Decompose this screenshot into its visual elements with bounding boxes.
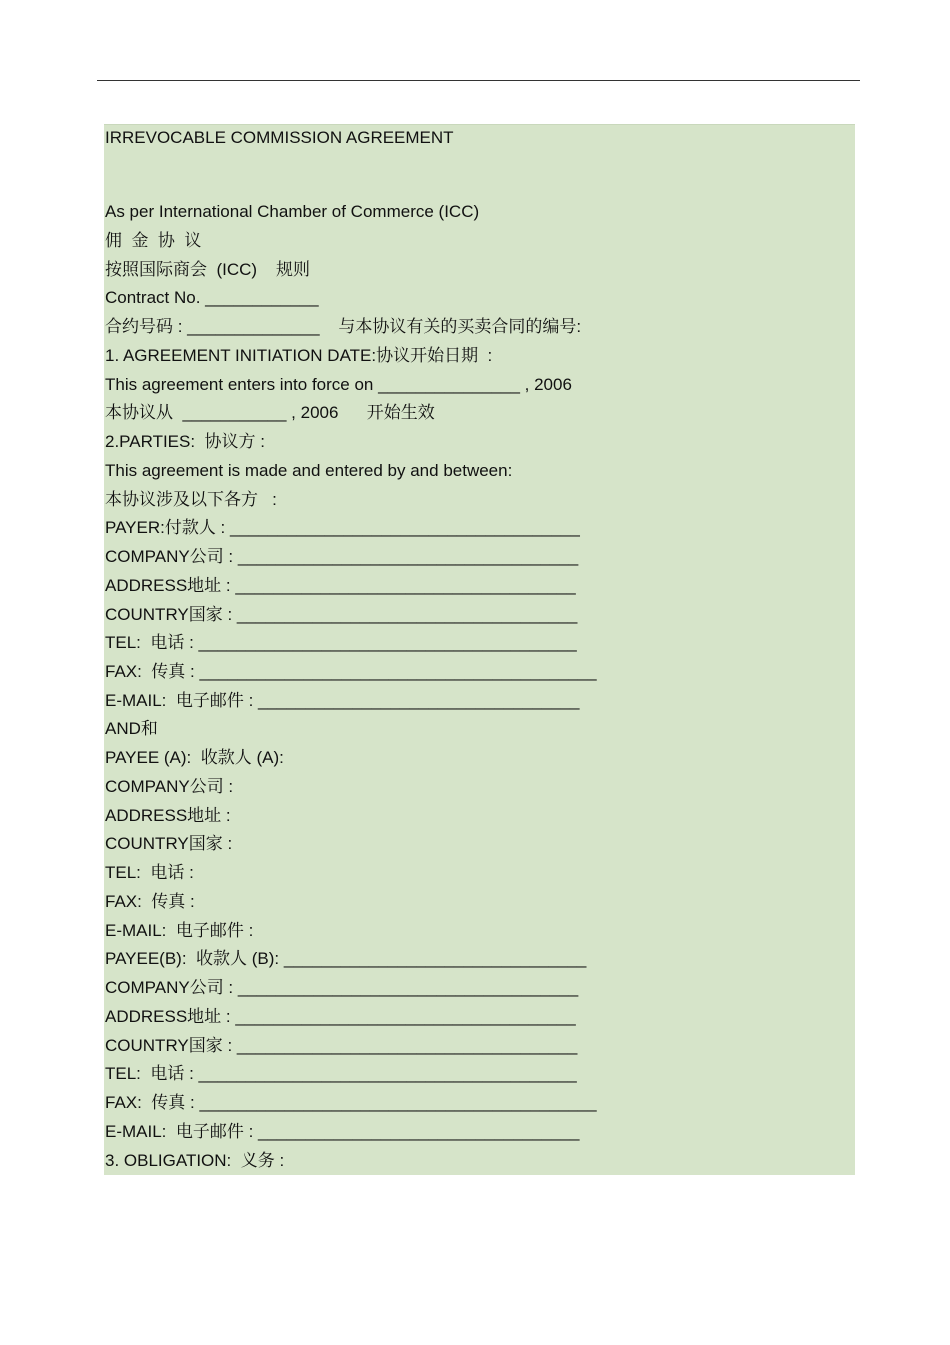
payee-a-fax-field: FAX: 传真 : <box>105 892 195 911</box>
payee-a-company-field: COMPANY公司 : <box>105 777 234 796</box>
payee-b-address-field: ADDRESS地址 : ____________________________________ <box>105 1007 576 1026</box>
agreement-text-block <box>104 124 855 1175</box>
payer-tel-field: TEL: 电话 : ________________________________________ <box>105 633 577 652</box>
payee-b-field: PAYEE(B): 收款人 (B): ________________________________ <box>105 949 587 968</box>
payer-address-field: ADDRESS地址 : ____________________________________ <box>105 576 576 595</box>
payer-country-field: COUNTRY国家 : ____________________________________ <box>105 605 578 624</box>
payee-b-email-field: E-MAIL: 电子邮件 : __________________________________ <box>105 1122 580 1141</box>
payee-b-fax-field: FAX: 传真 : __________________________________________ <box>105 1093 597 1112</box>
payer-email-field: E-MAIL: 电子邮件 : __________________________________ <box>105 691 580 710</box>
parties-intro-cn: 本协议涉及以下各方 : <box>105 490 277 509</box>
icc-reference-cn: 按照国际商会 (ICC) 规则 <box>105 260 310 279</box>
document-title: IRREVOCABLE COMMISSION AGREEMENT <box>105 128 454 147</box>
header-rule <box>97 80 860 81</box>
icc-reference-en: As per International Chamber of Commerce (ICC) <box>105 202 480 221</box>
payee-b-country-field: COUNTRY国家 : ____________________________________ <box>105 1036 578 1055</box>
payer-fax-field: FAX: 传真 : __________________________________________ <box>105 662 597 681</box>
parties-intro-en: This agreement is made and entered by and between: <box>105 461 513 480</box>
payee-b-tel-field: TEL: 电话 : ________________________________________ <box>105 1064 577 1083</box>
payee-a-field: PAYEE (A): 收款人 (A): <box>105 748 284 767</box>
initiation-date-en: This agreement enters into force on _______________ , 2006 <box>105 375 572 394</box>
section-1-heading: 1. AGREEMENT INITIATION DATE:协议开始日期 : <box>105 346 493 365</box>
contract-number-cn: 合约号码 : ______________ 与本协议有关的买卖合同的编号: <box>105 317 582 336</box>
payee-a-tel-field: TEL: 电话 : <box>105 863 194 882</box>
initiation-date-cn: 本协议从 ___________ , 2006 开始生效 <box>105 403 435 422</box>
section-3-heading: 3. OBLIGATION: 义务 : <box>105 1151 285 1170</box>
payer-field: PAYER:付款人 : _____________________________________ <box>105 518 580 537</box>
payee-a-address-field: ADDRESS地址 : <box>105 806 231 825</box>
contract-number-en: Contract No. ____________ <box>105 288 319 307</box>
payee-a-email-field: E-MAIL: 电子邮件 : <box>105 921 254 940</box>
payer-company-field: COMPANY公司 : ____________________________________ <box>105 547 579 566</box>
and-separator: AND和 <box>105 719 158 738</box>
title-cn: 佣 金 协 议 <box>105 231 202 250</box>
payee-b-company-field: COMPANY公司 : ____________________________________ <box>105 978 579 997</box>
payee-a-country-field: COUNTRY国家 : <box>105 834 233 853</box>
section-2-heading: 2.PARTIES: 协议方 : <box>105 432 265 451</box>
